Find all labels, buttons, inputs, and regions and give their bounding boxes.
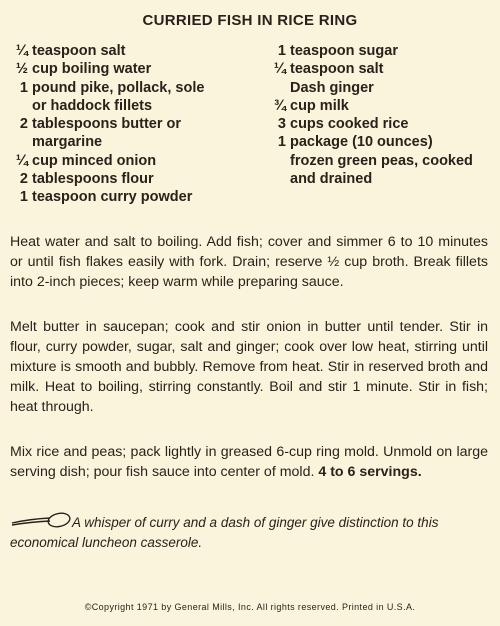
ingredient-text: teaspoon salt <box>32 43 126 59</box>
ingredient-item <box>8 79 248 97</box>
tip-text: A whisper of curry and a dash of ginger give distinction to this economical luncheon casserole. <box>10 515 439 550</box>
direction-step-1: Heat water and salt to boiling. Add fish; cover and simmer 6 to 10 minutes or until fish flakes easily with fork. Drain; reserve ½ cup broth. Break fillets into 2-inch pieces; keep warm while preparing sauce. <box>10 234 488 290</box>
ingredient-quantity <box>8 97 32 115</box>
ingredient-quantity: ¾ <box>273 97 286 114</box>
ingredient-text: tablespoons butter or <box>32 116 182 133</box>
copyright-notice: ©Copyright 1971 by General Mills, Inc. All rights reserved. Printed in U.S.A. <box>84 602 416 612</box>
ingredient-text: frozen green peas, cooked <box>290 152 473 169</box>
ingredient-quantity <box>266 79 290 97</box>
ingredient-item <box>8 60 248 78</box>
ingredient-item <box>8 188 248 206</box>
direction-step-3 <box>10 442 488 482</box>
ingredient-text: cup milk <box>290 97 349 114</box>
recipe-title: CURRIED FISH IN RICE RING <box>142 12 358 29</box>
ingredient-text: teaspoon salt <box>290 61 384 78</box>
ingredient-column-left <box>8 42 248 207</box>
ingredient-item <box>8 152 248 170</box>
ingredient-item <box>266 170 496 188</box>
ingredient-text: cup boiling water <box>32 61 152 78</box>
ingredient-quantity <box>266 152 290 170</box>
ingredient-item <box>8 133 248 151</box>
servings-yield: 4 to 6 servings. <box>318 464 422 480</box>
ingredient-quantity: ¼ <box>15 43 28 59</box>
ingredient-quantity: 1 <box>19 189 28 206</box>
ingredient-text: teaspoon curry powder <box>32 189 193 206</box>
ingredient-quantity: 1 <box>277 43 286 59</box>
direction-step-2: Melt butter in saucepan; cook and stir onion in butter until tender. Stir in flour, curry powder, sugar, salt and ginger; cook over low heat, stirring until mixture is smooth and bubbly. Remove from heat. Stir in reserved broth and milk. Heat to boiling, stirring constantly. Boil and stir 1 minute. Stir in fish; heat through. <box>10 319 488 415</box>
ingredient-item <box>266 60 496 78</box>
ingredient-item <box>8 170 248 188</box>
ingredient-item <box>266 152 496 170</box>
ingredient-quantity <box>266 170 290 188</box>
ingredient-quantity: 1 <box>19 79 28 96</box>
ingredient-item <box>266 79 496 97</box>
ingredient-text: tablespoons flour <box>32 171 154 188</box>
spoon-icon <box>10 512 72 530</box>
ingredient-item <box>266 97 496 115</box>
ingredient-quantity: 2 <box>19 171 28 188</box>
ingredient-quantity: 3 <box>277 116 286 133</box>
ingredient-text: margarine <box>32 134 103 151</box>
ingredient-item <box>8 97 248 115</box>
ingredient-text: or haddock fillets <box>32 97 153 114</box>
ingredient-item <box>266 133 496 151</box>
ingredient-text: cups cooked rice <box>290 116 409 133</box>
ingredient-quantity: ¼ <box>15 152 28 169</box>
ingredient-quantity: ½ <box>15 61 28 78</box>
ingredient-column-right <box>266 42 496 188</box>
ingredient-item <box>266 42 496 60</box>
ingredient-quantity: ¼ <box>273 61 286 78</box>
ingredient-text: Dash ginger <box>290 79 374 96</box>
serving-tip <box>10 512 488 553</box>
ingredient-text: cup minced onion <box>32 152 157 169</box>
ingredient-item <box>8 42 248 60</box>
ingredient-text: package (10 ounces) <box>290 134 433 151</box>
direction-step-3-text: Mix rice and peas; pack lightly in greased 6-cup ring mold. Unmold on large serving dish; pour fish sauce into center of mold. <box>10 444 488 480</box>
ingredient-text: pound pike, pollack, sole <box>32 79 205 96</box>
ingredient-text: teaspoon sugar <box>290 43 398 59</box>
ingredient-quantity: 1 <box>277 134 286 151</box>
ingredient-quantity <box>8 133 32 151</box>
ingredient-item <box>8 115 248 133</box>
ingredient-text: and drained <box>290 171 373 188</box>
ingredient-item <box>266 115 496 133</box>
ingredient-quantity: 2 <box>19 116 28 133</box>
